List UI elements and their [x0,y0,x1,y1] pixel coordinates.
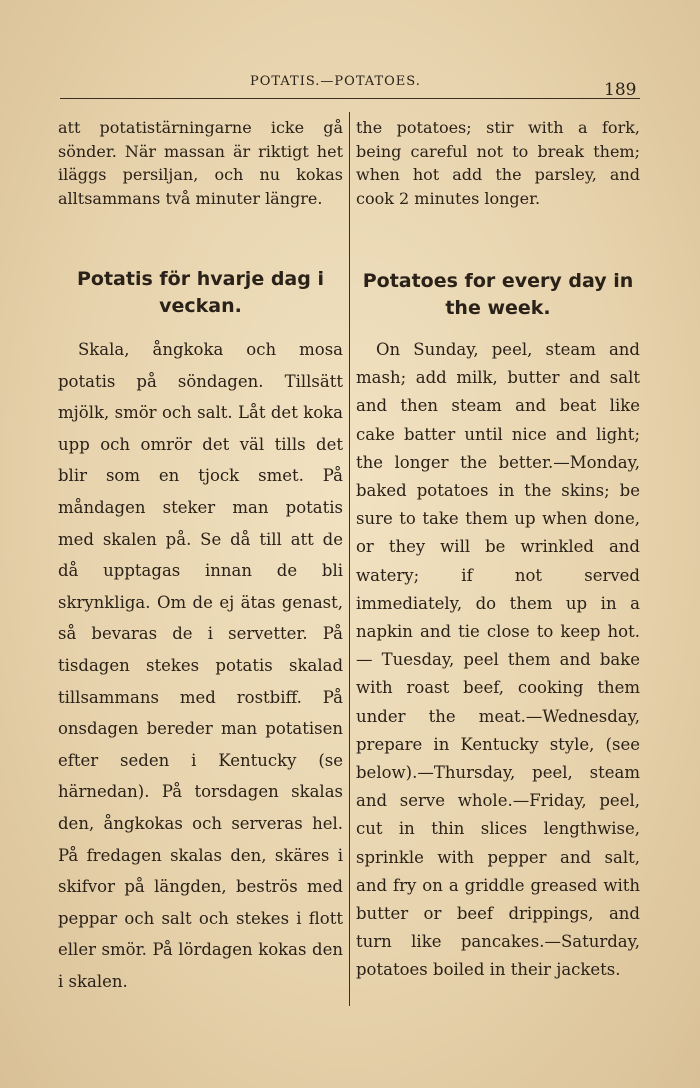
running-title: POTATIS.—POTATOES. [250,74,421,89]
swedish-intro-paragraph: att potatistärningarne icke gå sönder. När massan är riktigt het iläggs persiljan, och nu kokas alltsammans två minuter längre. [58,118,343,208]
english-body-paragraph: On Sunday, peel, steam and mash; add milk, butter and salt and then steam and beat like cake batter until nice and light; the longer the better.—Monday, baked potatoes in the skins; be sure to take them up when done, or they will be wrinkled and watery; if not served immediately, do them up in a napkin and tie close to keep hot.— Tuesday, peel them and bake with roast beef, cooking them under the meat.—Wednesday, prepare in Kentucky style, (see below).—Thursday, peel, steam and serve whole.—Friday, peel, cut in thin slices lengthwise, sprinkle with pepper and salt, and fry on a griddle greased with butter or beef drippings, and turn like pancakes.—Saturday, potatoes boiled in their jackets. [356,340,640,980]
english-heading: Potatoes for every day in the week. [362,270,634,319]
page-number: 189 [604,80,637,100]
swedish-body-paragraph: Skala, ångkoka och mosa potatis på söndagen. Tillsätt mjölk, smör och salt. Låt det koka upp och omrör det väl tills det blir som en tjock smet. På måndagen steker man potatis med skalen på. Se då till att de då upptagas innan de bli skrynkliga. Om de ej ätas genast, så bevaras de i servetter. På tisdagen stekes potatis skalad tillsammans med rostbiff. På onsdagen bereder man potatisen efter seden i Kentucky (se härnedan). På torsdagen skalas den, ångkokas och serveras hel. På fredagen skalas den, skäres i skifvor på längden, beströs med peppar och salt och stekes i flott eller smör. På lördagen kokas den i skalen. [58,340,343,991]
english-intro-paragraph: the potatoes; stir with a fork, being careful not to break them; when hot add the parsley, and cook 2 minutes longer. [356,118,640,208]
header-rule [60,98,640,99]
column-divider [349,112,350,1006]
swedish-heading: Potatis för hvarje dag i veckan. [77,268,324,317]
